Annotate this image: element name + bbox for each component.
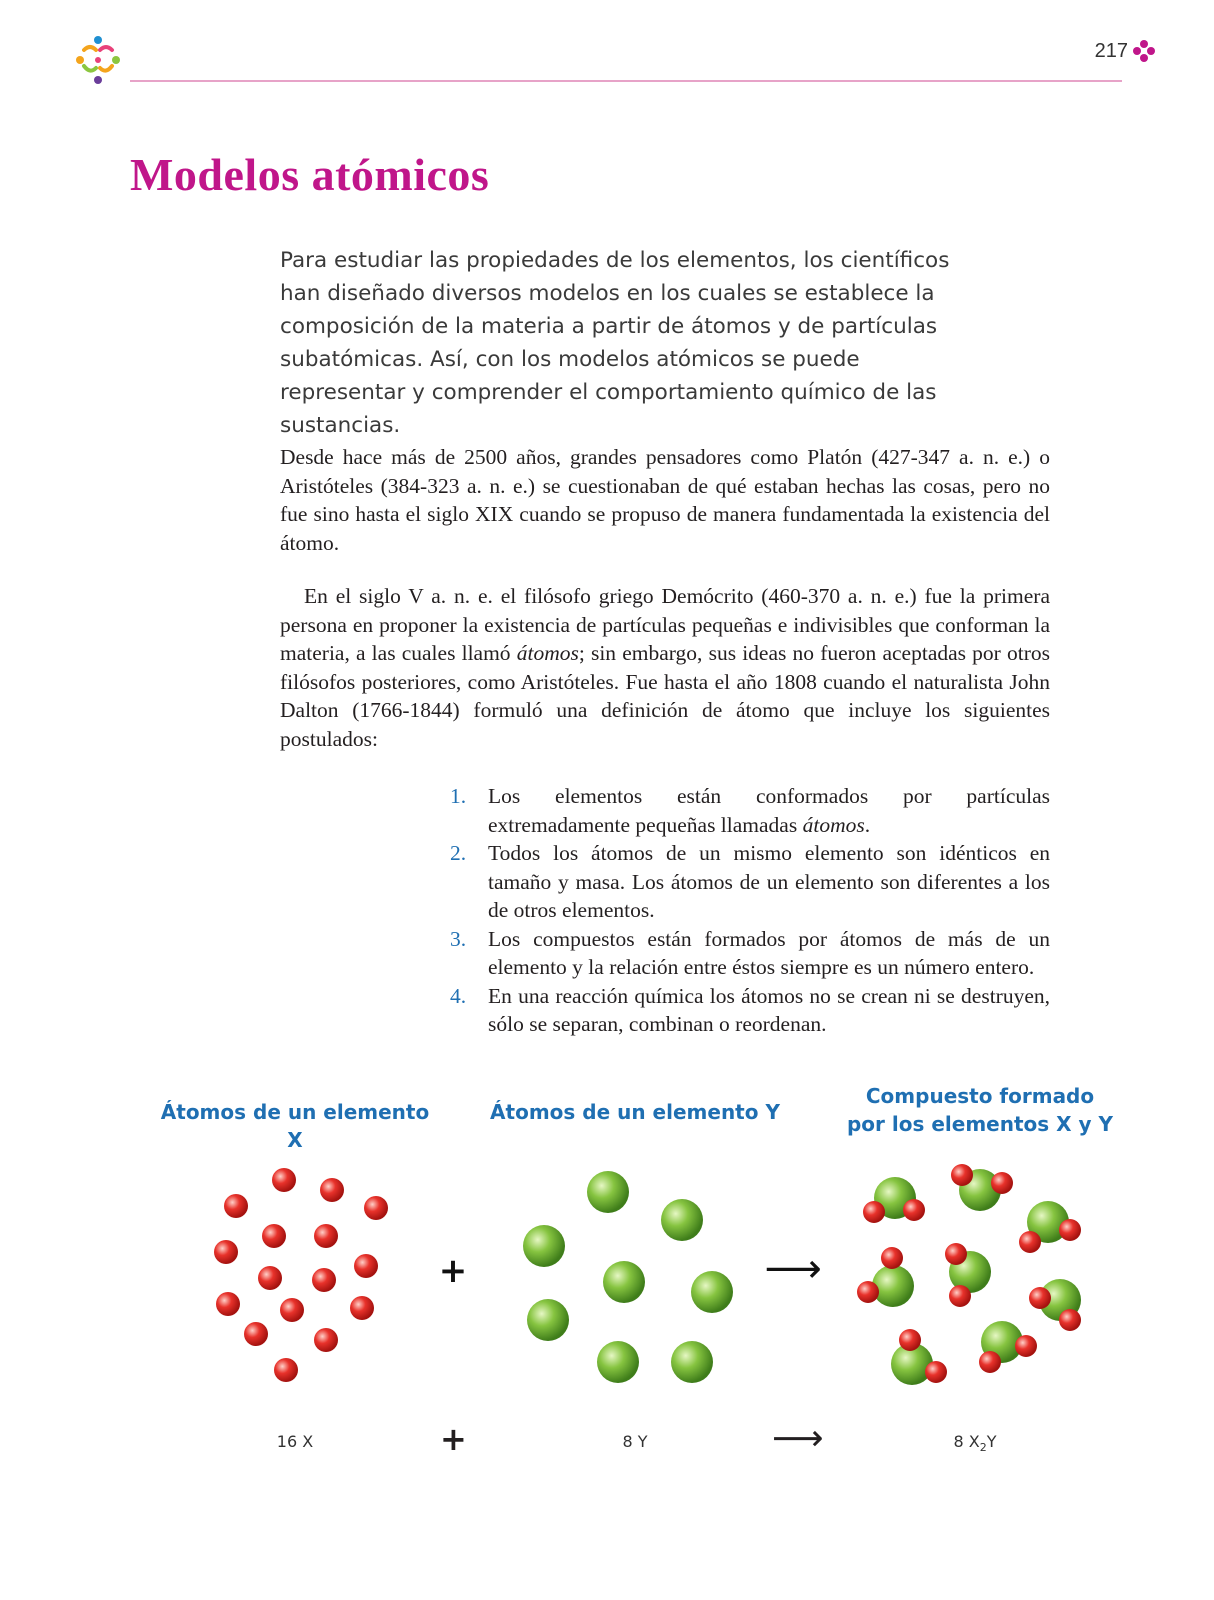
postulate-text: Los elementos están conformados por partículas extremadamente pequeñas llamadas — [488, 784, 1050, 837]
molecule-x2y — [945, 1243, 991, 1307]
atom-x — [214, 1240, 238, 1264]
molecule-atom-x — [1029, 1287, 1051, 1309]
colorful-dots-logo-icon — [70, 32, 126, 88]
header-rule — [130, 80, 1122, 82]
molecule-x2y — [891, 1329, 947, 1385]
molecule-atom-x — [1015, 1335, 1037, 1357]
molecule-atom-x — [925, 1361, 947, 1383]
molecule-x2y — [1029, 1279, 1081, 1331]
atom-x — [272, 1168, 296, 1192]
figure-label-element-x: Átomos de un elemento X — [160, 1100, 430, 1152]
postulate-text: En una reacción química los átomos no se crean ni se destruyen, sólo se separan, combinan o reordenan. — [488, 983, 1050, 1036]
molecule-x2y — [1019, 1201, 1081, 1253]
molecule-atom-x — [991, 1172, 1013, 1194]
magenta-flower-ornament-icon — [1130, 38, 1158, 66]
postulate-text: Los compuestos están formados por átomos de más de un elemento y la relación entre éstos siempre es un número entero. — [488, 926, 1050, 979]
postulate-emphasis: átomos — [802, 812, 865, 837]
postulate-item — [450, 982, 1050, 1039]
formula-8y: 8 Y — [622, 1432, 648, 1451]
figure-label-element-y: Átomos de un elemento Y — [490, 1100, 780, 1124]
page-title: Modelos atómicos — [130, 149, 490, 200]
formula-compound-subscript: 2 — [979, 1441, 987, 1455]
atom-y — [691, 1271, 733, 1313]
formula-16x: 16 X — [276, 1432, 314, 1451]
molecule-atom-y — [872, 1265, 914, 1307]
page-number: 217 — [1094, 40, 1128, 62]
atom-y — [587, 1171, 629, 1213]
molecule-atom-x — [951, 1164, 973, 1186]
formula-8x2y — [910, 1432, 1040, 1454]
atom-x — [354, 1254, 378, 1278]
body-paragraph-2 — [280, 582, 1050, 753]
postulate-number: 4. — [450, 983, 467, 1008]
body-paragraph-1: Desde hace más de 2500 años, grandes pensadores como Platón (427-347 a. n. e.) o Aristóteles (384-323 a. n. e.) se cuestionaban de qué estaban hechas las cosas, pero no fue sino hasta el siglo XIX cuando se propuso de manera fundamentada la existencia del átomo. — [280, 445, 1050, 555]
molecule-atom-x — [1019, 1231, 1041, 1253]
atom-y — [527, 1299, 569, 1341]
molecule-atom-x — [903, 1199, 925, 1221]
plus-sign: + — [438, 1251, 468, 1291]
molecule-x2y — [951, 1164, 1013, 1211]
atom-y — [597, 1341, 639, 1383]
molecule-atom-x — [899, 1329, 921, 1351]
element-y-atoms — [523, 1171, 733, 1383]
molecule-atom-x — [881, 1247, 903, 1269]
postulate-item — [450, 839, 1050, 925]
dalton-postulates-list — [450, 782, 1050, 1039]
atom-x — [262, 1224, 286, 1248]
molecule-atom-x — [1059, 1309, 1081, 1331]
molecule-atom-x — [979, 1351, 1001, 1373]
molecule-x2y — [857, 1247, 914, 1307]
formula-arrow: ⟶ — [772, 1418, 824, 1459]
molecule-atom-x — [949, 1285, 971, 1307]
figure-label-compound-line-1: Compuesto formado — [865, 1084, 1095, 1108]
atom-x — [274, 1358, 298, 1382]
postulate-text-after: . — [864, 812, 871, 837]
postulate-text: Todos los átomos de un mismo elemento son idénticos en tamaño y masa. Los átomos de un elemento son diferentes a los de otros elementos. — [488, 841, 1050, 922]
molecule-x2y — [979, 1321, 1037, 1373]
formula-compound-suffix: Y — [986, 1432, 997, 1451]
molecule-atom-x — [863, 1201, 885, 1223]
atom-x — [312, 1268, 336, 1292]
atom-x — [224, 1194, 248, 1218]
atom-x — [314, 1328, 338, 1352]
atom-x — [280, 1298, 304, 1322]
postulate-item — [450, 782, 1050, 839]
atoms-reaction-figure — [150, 1150, 1100, 1430]
atom-x — [320, 1178, 344, 1202]
figure-label-compound — [830, 1082, 1130, 1138]
intro-paragraph: Para estudiar las propiedades de los elementos, los científicos han diseñado diversos modelos en los cuales se establece la composición de la materia a partir de átomos y de partículas subatómicas. Así, con los modelos atómicos se puede representar y comprender el comportamiento químico de las sustancias. — [280, 248, 950, 438]
atom-y — [523, 1225, 565, 1267]
formula-compound-prefix: 8 X — [953, 1432, 980, 1451]
atom-x — [258, 1266, 282, 1290]
paragraph-2-text-after: ; sin embargo, sus ideas no fueron aceptadas por otros filósofos posteriores, como Aristóteles. Fue hasta el año 1808 cuando el naturalista John Dalton (1766-1844) formuló una definición de átomo que incluye los siguientes postulados: — [280, 641, 1050, 751]
paragraph-2-text-before: En el siglo V a. n. e. el filósofo griego Demócrito (460-370 a. n. e.) fue la primera persona en proponer la existencia de partículas pequeñas e indivisibles que conforman la materia, a las cuales llamó — [280, 584, 1050, 665]
atom-x — [314, 1224, 338, 1248]
postulate-item — [450, 925, 1050, 982]
atom-y — [661, 1199, 703, 1241]
atom-y — [603, 1261, 645, 1303]
postulate-number: 2. — [450, 841, 467, 865]
paragraph-2-emphasis: átomos — [516, 641, 579, 665]
formula-plus-sign: + — [440, 1420, 467, 1458]
atom-x — [364, 1196, 388, 1220]
figure-label-compound-line-2: por los elementos X y Y — [846, 1112, 1113, 1136]
element-x-atoms — [214, 1168, 388, 1382]
postulate-number: 3. — [450, 926, 467, 951]
molecule-x2y — [863, 1177, 925, 1223]
molecule-atom-x — [1059, 1219, 1081, 1241]
molecule-atom-x — [945, 1243, 967, 1265]
atom-x — [350, 1296, 374, 1320]
postulate-number: 1. — [450, 784, 467, 808]
reaction-arrow: ⟶ — [764, 1246, 822, 1292]
atom-x — [244, 1322, 268, 1346]
atom-x — [216, 1292, 240, 1316]
molecule-atom-x — [857, 1281, 879, 1303]
atom-y — [671, 1341, 713, 1383]
compound-xy-molecules — [857, 1164, 1081, 1385]
